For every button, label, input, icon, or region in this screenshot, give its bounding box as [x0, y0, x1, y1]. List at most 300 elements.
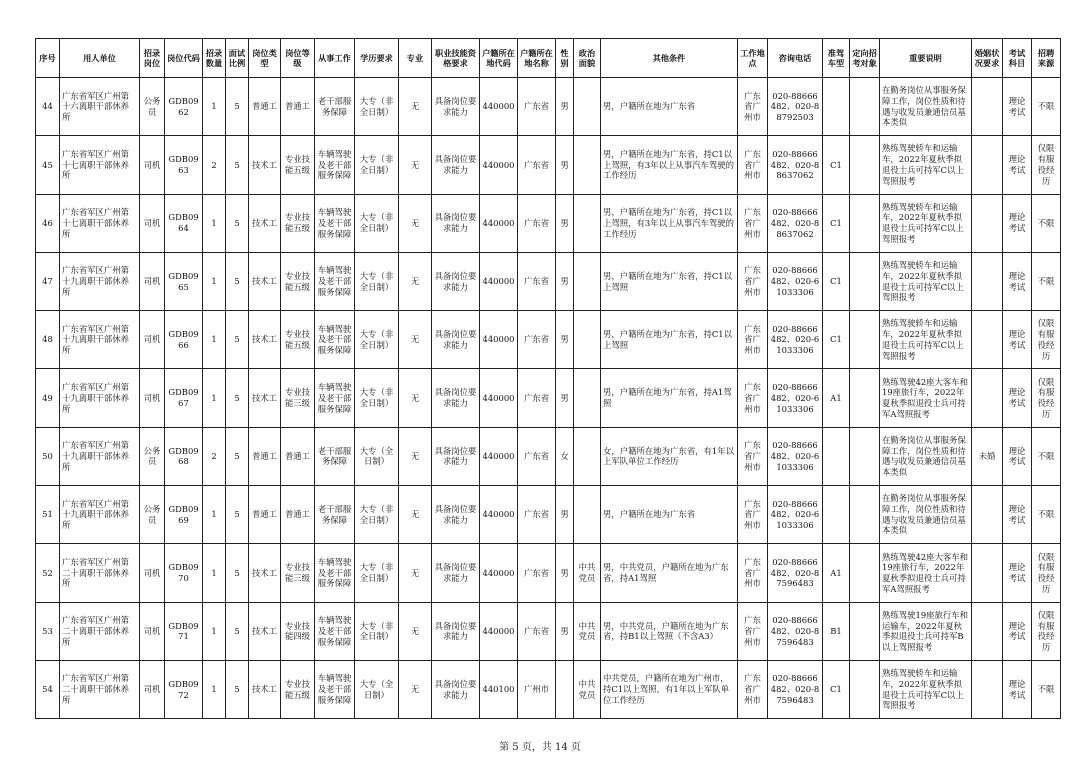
- table-cell: [972, 252, 1003, 310]
- table-row: [36, 427, 1061, 485]
- table-cell: [850, 311, 880, 369]
- table-cell: 男，户籍所在地为广东省，持C1以上驾照，有3年以上从事汽车驾驶的工作经历: [601, 194, 738, 252]
- table-cell: [972, 194, 1003, 252]
- table-cell: 男: [556, 311, 574, 369]
- table-cell: 技术工: [249, 194, 281, 252]
- page-footer: 第 5 页，共 14 页: [499, 742, 581, 753]
- table-cell: 440000: [480, 544, 518, 602]
- table-cell: [823, 486, 850, 544]
- table-cell: 男: [556, 78, 574, 136]
- column-header: 重要说明: [880, 39, 972, 78]
- table-cell: GDB0963: [165, 136, 203, 194]
- table-cell: 普通工: [249, 78, 281, 136]
- table-cell: 具备岗位要求能力: [432, 194, 480, 252]
- table-cell: 不限: [1032, 194, 1061, 252]
- table-cell: 公务员: [140, 427, 165, 485]
- table-cell: 男: [556, 194, 574, 252]
- table-cell: 普通工: [281, 78, 315, 136]
- table-cell: 020-88666482、020-61033306: [768, 252, 823, 310]
- table-cell: 5: [226, 544, 249, 602]
- table-cell: 具备岗位要求能力: [432, 311, 480, 369]
- table-cell: GDB0969: [165, 486, 203, 544]
- table-cell: [972, 486, 1003, 544]
- table-cell: [850, 544, 880, 602]
- table-cell: 广东省广州市: [738, 660, 768, 718]
- table-cell: [823, 78, 850, 136]
- table-cell: 具备岗位要求能力: [432, 660, 480, 718]
- table-cell: 广东省军区广州第十九离职干部休养所: [60, 486, 140, 544]
- table-cell: 广东省: [518, 78, 556, 136]
- table-cell: C1: [823, 252, 850, 310]
- table-cell: 仅限有服役经历: [1032, 602, 1061, 660]
- table-cell: [850, 78, 880, 136]
- table-cell: 具备岗位要求能力: [432, 486, 480, 544]
- table-cell: 广东省: [518, 602, 556, 660]
- table-cell: 无: [399, 78, 432, 136]
- table-cell: 车辆驾驶及老干部服务保障: [315, 369, 355, 427]
- table-cell: 广东省广州市: [738, 369, 768, 427]
- table-cell: C1: [823, 660, 850, 718]
- table-cell: [850, 194, 880, 252]
- table-cell: 普通工: [281, 486, 315, 544]
- table-cell: 司机: [140, 602, 165, 660]
- table-cell: 020-88666482、020-88637062: [768, 194, 823, 252]
- table-cell: 020-88666482、020-88637062: [768, 136, 823, 194]
- table-cell: 广东省: [518, 311, 556, 369]
- table-cell: 不限: [1032, 427, 1061, 485]
- table-cell: 1: [203, 194, 226, 252]
- table-row: [36, 544, 1061, 602]
- table-cell: 大专（非全日制）: [355, 486, 399, 544]
- table-cell: 车辆驾驶及老干部服务保障: [315, 602, 355, 660]
- table-cell: 技术工: [249, 544, 281, 602]
- table-cell: 专业技能三级: [281, 369, 315, 427]
- table-cell: 男，户籍所在地为广东省: [601, 486, 738, 544]
- table-row: [36, 252, 1061, 310]
- table-cell: GDB0971: [165, 602, 203, 660]
- table-cell: 无: [399, 660, 432, 718]
- table-cell: 未婚: [972, 427, 1003, 485]
- table-row: [36, 486, 1061, 544]
- table-cell: GDB0967: [165, 369, 203, 427]
- table-cell: C1: [823, 136, 850, 194]
- table-cell: [574, 194, 601, 252]
- table-cell: 440000: [480, 194, 518, 252]
- column-header: 户籍所在地代码: [480, 39, 518, 78]
- table-cell: 理论考试: [1003, 660, 1032, 718]
- table-cell: 广东省军区广州第十七离职干部休养所: [60, 194, 140, 252]
- table-cell: 广东省军区广州第二十离职干部休养所: [60, 544, 140, 602]
- table-cell: 车辆驾驶及老干部服务保障: [315, 252, 355, 310]
- table-cell: 440000: [480, 311, 518, 369]
- table-cell: 020-88666482、020-61033306: [768, 486, 823, 544]
- table-cell: 熟练驾驶19座旅行车和运输车，2022年夏秋季拟退役士兵可持军B以上驾照报考: [880, 602, 972, 660]
- table-cell: 大专（非全日制）: [355, 602, 399, 660]
- column-header: 面试比例: [226, 39, 249, 78]
- table-cell: 020-88666482、020-61033306: [768, 369, 823, 427]
- column-header: 专业: [399, 39, 432, 78]
- table-cell: 男: [556, 544, 574, 602]
- table-cell: [556, 660, 574, 718]
- table-cell: A1: [823, 369, 850, 427]
- table-cell: 无: [399, 427, 432, 485]
- table-cell: 广东省军区广州第二十离职干部休养所: [60, 660, 140, 718]
- table-cell: 大专（全日制）: [355, 660, 399, 718]
- table-cell: 440000: [480, 602, 518, 660]
- table-cell: 普通工: [281, 427, 315, 485]
- table-cell: [574, 252, 601, 310]
- table-cell: 专业技能五级: [281, 660, 315, 718]
- table-cell: 在勤务岗位从事服务保障工作，岗位性质和待遇与收发员兼通信员基本类似: [880, 78, 972, 136]
- table-cell: [823, 427, 850, 485]
- column-header: 招聘来源: [1032, 39, 1061, 78]
- table-cell: 理论考试: [1003, 78, 1032, 136]
- column-header: 职业技能资格要求: [432, 39, 480, 78]
- table-cell: [850, 602, 880, 660]
- table-cell: 广东省广州市: [738, 427, 768, 485]
- table-cell: 技术工: [249, 369, 281, 427]
- table-cell: 具备岗位要求能力: [432, 136, 480, 194]
- table-cell: 52: [36, 544, 60, 602]
- table-cell: 无: [399, 369, 432, 427]
- column-header: 婚姻状况要求: [972, 39, 1003, 78]
- table-cell: 大专（非全日制）: [355, 311, 399, 369]
- table-cell: 司机: [140, 369, 165, 427]
- table-cell: 理论考试: [1003, 194, 1032, 252]
- table-cell: 5: [226, 78, 249, 136]
- table-cell: GDB0968: [165, 427, 203, 485]
- table-cell: 49: [36, 369, 60, 427]
- table-cell: 020-88666482、020-88792503: [768, 78, 823, 136]
- table-cell: 公务员: [140, 486, 165, 544]
- table-cell: 具备岗位要求能力: [432, 369, 480, 427]
- table-cell: 50: [36, 427, 60, 485]
- table-cell: 020-88666482、020-87596483: [768, 660, 823, 718]
- table-cell: 熟练驾驶42座大客车和19座旅行车，2022年夏秋季拟退役士兵可持军A驾照报考: [880, 369, 972, 427]
- column-header: 户籍所在地名称: [518, 39, 556, 78]
- table-cell: 专业技能三级: [281, 544, 315, 602]
- table-cell: 020-88666482、020-61033306: [768, 311, 823, 369]
- table-cell: [850, 427, 880, 485]
- table-cell: 熟练驾驶轿车和运输车，2022年夏秋季拟退役士兵可持军C以上驾照报考: [880, 252, 972, 310]
- table-cell: 5: [226, 252, 249, 310]
- table-cell: 广东省广州市: [738, 602, 768, 660]
- table-cell: 广东省广州市: [738, 544, 768, 602]
- table-row: [36, 311, 1061, 369]
- table-cell: 具备岗位要求能力: [432, 544, 480, 602]
- column-header: 招录数量: [203, 39, 226, 78]
- table-cell: 不限: [1032, 78, 1061, 136]
- table-cell: 广东省广州市: [738, 311, 768, 369]
- table-cell: 专业技能五级: [281, 252, 315, 310]
- table-cell: C1: [823, 194, 850, 252]
- table-cell: 大专（非全日制）: [355, 369, 399, 427]
- table-cell: 广东省军区广州第十九离职干部休养所: [60, 427, 140, 485]
- table-cell: 司机: [140, 660, 165, 718]
- table-cell: 47: [36, 252, 60, 310]
- table-cell: 车辆驾驶及老干部服务保障: [315, 194, 355, 252]
- column-header: 其他条件: [601, 39, 738, 78]
- table-cell: 广东省军区广州第十九离职干部休养所: [60, 252, 140, 310]
- table-cell: 在勤务岗位从事服务保障工作，岗位性质和待遇与收发员兼通信员基本类似: [880, 486, 972, 544]
- column-header: 岗位代码: [165, 39, 203, 78]
- table-cell: 5: [226, 660, 249, 718]
- table-cell: 男，户籍所在地为广东省，持A1驾照: [601, 369, 738, 427]
- table-cell: 具备岗位要求能力: [432, 78, 480, 136]
- table-cell: 男: [556, 136, 574, 194]
- table-cell: 广东省军区广州第十九离职干部休养所: [60, 369, 140, 427]
- table-cell: 广东省: [518, 252, 556, 310]
- column-header: 岗位类型: [249, 39, 281, 78]
- table-cell: 440000: [480, 427, 518, 485]
- table-cell: 广东省军区广州第十七离职干部休养所: [60, 136, 140, 194]
- table-cell: 大专（非全日制）: [355, 544, 399, 602]
- table-cell: 男，中共党员，户籍所在地为广东省，持A1驾照: [601, 544, 738, 602]
- table-header-row: [36, 39, 1061, 78]
- table-cell: 54: [36, 660, 60, 718]
- table-cell: 车辆驾驶及老干部服务保障: [315, 544, 355, 602]
- table-cell: 男: [556, 602, 574, 660]
- table-cell: 广东省广州市: [738, 78, 768, 136]
- table-cell: GDB0966: [165, 311, 203, 369]
- table-cell: 1: [203, 311, 226, 369]
- column-header: 招录岗位: [140, 39, 165, 78]
- table-cell: 仅限有服役经历: [1032, 369, 1061, 427]
- table-cell: 53: [36, 602, 60, 660]
- table-cell: 440000: [480, 136, 518, 194]
- table-cell: 5: [226, 194, 249, 252]
- table-cell: 5: [226, 602, 249, 660]
- table-cell: 大专（非全日制）: [355, 78, 399, 136]
- table-cell: 中共党员: [574, 544, 601, 602]
- table-cell: 理论考试: [1003, 136, 1032, 194]
- table-cell: 男，户籍所在地为广东省: [601, 78, 738, 136]
- table-cell: 专业技能五级: [281, 136, 315, 194]
- table-cell: 无: [399, 252, 432, 310]
- table-cell: 440000: [480, 369, 518, 427]
- table-cell: 不限: [1032, 660, 1061, 718]
- table-cell: 理论考试: [1003, 544, 1032, 602]
- table-cell: 熟练驾驶轿车和运输车，2022年夏秋季拟退役士兵可持军C以上驾照报考: [880, 311, 972, 369]
- table-cell: 专业技能四级: [281, 602, 315, 660]
- table-cell: 理论考试: [1003, 369, 1032, 427]
- table-row: [36, 369, 1061, 427]
- table-cell: 男，户籍所在地为广东省，持C1以上驾照: [601, 252, 738, 310]
- table-cell: 熟练驾驶轿车和运输车，2022年夏秋季拟退役士兵可持军C以上驾照报考: [880, 136, 972, 194]
- table-cell: 车辆驾驶及老干部服务保障: [315, 136, 355, 194]
- table-cell: 5: [226, 136, 249, 194]
- table-cell: 无: [399, 602, 432, 660]
- table-row: [36, 660, 1061, 718]
- table-cell: 广东省广州市: [738, 486, 768, 544]
- table-cell: [972, 369, 1003, 427]
- column-header: 咨询电话: [768, 39, 823, 78]
- table-cell: 5: [226, 369, 249, 427]
- table-cell: GDB0962: [165, 78, 203, 136]
- column-header: 政治面貌: [574, 39, 601, 78]
- table-cell: 男，户籍所在地为广东省，持C1以上驾照，有3年以上从事汽车驾驶的工作经历: [601, 136, 738, 194]
- table-cell: 司机: [140, 311, 165, 369]
- table-cell: [574, 369, 601, 427]
- table-cell: 仅限有服役经历: [1032, 311, 1061, 369]
- table-cell: 男，户籍所在地为广东省，持C1以上驾照: [601, 311, 738, 369]
- table-cell: 广东省: [518, 136, 556, 194]
- table-cell: 熟练驾驶轿车和运输车，2022年夏秋季拟退役士兵可持军C以上驾照报考: [880, 194, 972, 252]
- column-header: 准驾车型: [823, 39, 850, 78]
- table-cell: 无: [399, 311, 432, 369]
- table-cell: [972, 602, 1003, 660]
- table-cell: 440000: [480, 486, 518, 544]
- table-cell: 司机: [140, 194, 165, 252]
- table-cell: [972, 136, 1003, 194]
- recruitment-table-page: [35, 38, 1060, 719]
- table-cell: 技术工: [249, 602, 281, 660]
- table-cell: 大专（非全日制）: [355, 252, 399, 310]
- table-cell: [972, 311, 1003, 369]
- table-cell: 大专（非全日制）: [355, 194, 399, 252]
- column-header: 从事工作: [315, 39, 355, 78]
- table-cell: 不限: [1032, 486, 1061, 544]
- table-cell: 在勤务岗位从事服务保障工作，岗位性质和待遇与收发员兼通信员基本类似: [880, 427, 972, 485]
- table-cell: 中共党员: [574, 660, 601, 718]
- table-cell: 51: [36, 486, 60, 544]
- table-cell: 广东省广州市: [738, 252, 768, 310]
- table-cell: 无: [399, 194, 432, 252]
- table-cell: 广州市: [518, 660, 556, 718]
- table-cell: 5: [226, 311, 249, 369]
- table-cell: 广东省军区广州第十六离职干部休养所: [60, 78, 140, 136]
- table-cell: 5: [226, 427, 249, 485]
- table-cell: [972, 78, 1003, 136]
- table-cell: 普通工: [249, 486, 281, 544]
- table-cell: 专业技能五级: [281, 194, 315, 252]
- table-cell: 具备岗位要求能力: [432, 427, 480, 485]
- table-cell: A1: [823, 544, 850, 602]
- table-row: [36, 602, 1061, 660]
- table-cell: 熟练驾驶42座大客车和19座旅行车，2022年夏秋季拟退役士兵可持军A驾照报考: [880, 544, 972, 602]
- table-cell: 46: [36, 194, 60, 252]
- table-cell: 男，中共党员，户籍所在地为广东省，持B1以上驾照（不含A3）: [601, 602, 738, 660]
- table-cell: 公务员: [140, 78, 165, 136]
- table-cell: GDB0970: [165, 544, 203, 602]
- table-cell: 广东省: [518, 369, 556, 427]
- recruitment-table: [35, 38, 1061, 719]
- table-cell: 理论考试: [1003, 252, 1032, 310]
- table-cell: [850, 369, 880, 427]
- table-cell: C1: [823, 311, 850, 369]
- table-cell: 中共党员，户籍所在地为广州市，持C1以上驾照，有1年以上军队单位工作经历: [601, 660, 738, 718]
- table-cell: 理论考试: [1003, 602, 1032, 660]
- table-cell: 熟练驾驶轿车和运输车，2022年夏秋季拟退役士兵可持军C以上驾照报考: [880, 660, 972, 718]
- table-cell: [574, 311, 601, 369]
- table-cell: 司机: [140, 252, 165, 310]
- table-cell: 广东省军区广州第十九离职干部休养所: [60, 311, 140, 369]
- table-cell: 440000: [480, 252, 518, 310]
- table-cell: 无: [399, 544, 432, 602]
- table-cell: 不限: [1032, 252, 1061, 310]
- table-cell: 老干部服务保障: [315, 78, 355, 136]
- column-header: 性别: [556, 39, 574, 78]
- column-header: 用人单位: [60, 39, 140, 78]
- table-cell: 中共党员: [574, 602, 601, 660]
- table-cell: 具备岗位要求能力: [432, 602, 480, 660]
- table-cell: 技术工: [249, 252, 281, 310]
- table-cell: 1: [203, 486, 226, 544]
- table-cell: 48: [36, 311, 60, 369]
- table-cell: 020-88666482、020-87596483: [768, 602, 823, 660]
- table-cell: 广东省军区广州第二十离职干部休养所: [60, 602, 140, 660]
- table-cell: 020-88666482、020-87596483: [768, 544, 823, 602]
- table-cell: [972, 544, 1003, 602]
- table-cell: [850, 252, 880, 310]
- table-cell: 男: [556, 252, 574, 310]
- column-header: 工作地点: [738, 39, 768, 78]
- table-cell: 女，户籍所在地为广东省，有1年以上军队单位工作经历: [601, 427, 738, 485]
- table-cell: [574, 427, 601, 485]
- table-cell: 440100: [480, 660, 518, 718]
- column-header: 定向招考对象: [850, 39, 880, 78]
- table-row: [36, 194, 1061, 252]
- table-cell: [972, 660, 1003, 718]
- table-cell: 广东省: [518, 544, 556, 602]
- table-cell: 车辆驾驶及老干部服务保障: [315, 311, 355, 369]
- table-cell: 普通工: [249, 427, 281, 485]
- table-cell: 5: [226, 486, 249, 544]
- table-cell: [574, 136, 601, 194]
- table-cell: 大专（非全日制）: [355, 136, 399, 194]
- table-body: [36, 78, 1061, 719]
- column-header: 考试科目: [1003, 39, 1032, 78]
- table-cell: 理论考试: [1003, 311, 1032, 369]
- table-cell: 专业技能五级: [281, 311, 315, 369]
- table-cell: 1: [203, 369, 226, 427]
- table-cell: 女: [556, 427, 574, 485]
- table-cell: B1: [823, 602, 850, 660]
- table-cell: [850, 136, 880, 194]
- table-cell: 男: [556, 369, 574, 427]
- table-cell: 广东省广州市: [738, 136, 768, 194]
- table-cell: 1: [203, 252, 226, 310]
- table-cell: 技术工: [249, 660, 281, 718]
- table-cell: [850, 660, 880, 718]
- table-cell: 1: [203, 660, 226, 718]
- table-cell: 1: [203, 602, 226, 660]
- table-cell: 广东省广州市: [738, 194, 768, 252]
- table-cell: GDB0972: [165, 660, 203, 718]
- table-cell: 1: [203, 544, 226, 602]
- table-cell: [574, 78, 601, 136]
- table-cell: GDB0964: [165, 194, 203, 252]
- table-cell: 44: [36, 78, 60, 136]
- table-cell: 男: [556, 486, 574, 544]
- table-row: [36, 136, 1061, 194]
- table-cell: 车辆驾驶及老干部服务保障: [315, 660, 355, 718]
- column-header: 岗位等级: [281, 39, 315, 78]
- table-cell: 理论考试: [1003, 486, 1032, 544]
- table-cell: 广东省: [518, 194, 556, 252]
- table-cell: 司机: [140, 544, 165, 602]
- table-cell: 老干部服务保障: [315, 427, 355, 485]
- table-cell: 仅限有服役经历: [1032, 136, 1061, 194]
- table-cell: GDB0965: [165, 252, 203, 310]
- column-header: 序号: [36, 39, 60, 78]
- table-cell: 无: [399, 486, 432, 544]
- table-cell: 广东省: [518, 427, 556, 485]
- table-cell: 技术工: [249, 136, 281, 194]
- table-cell: 1: [203, 78, 226, 136]
- table-cell: 老干部服务保障: [315, 486, 355, 544]
- table-cell: 020-88666482、020-61033306: [768, 427, 823, 485]
